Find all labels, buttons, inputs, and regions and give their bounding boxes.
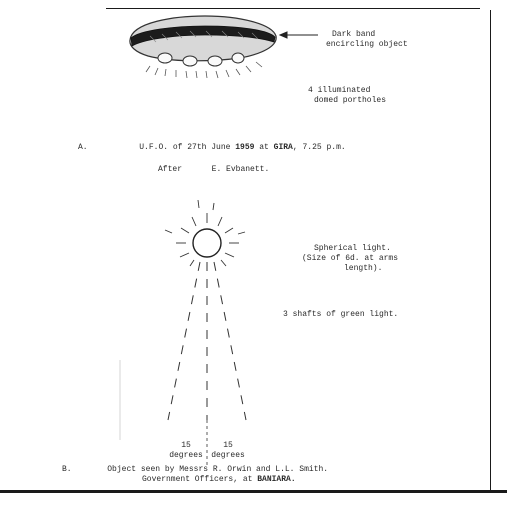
band-label-line2: encircling object	[326, 40, 408, 49]
angle-left-label	[166, 441, 206, 461]
caption-a	[78, 143, 346, 153]
angle-right-unit: degrees	[211, 451, 245, 460]
portholes-label-line1: 4 illuminated	[308, 86, 371, 95]
caption-b-letter: B.	[62, 465, 72, 474]
angle-left-value: 15	[181, 441, 191, 450]
shafts-label: 3 shafts of green light.	[283, 310, 399, 319]
sphere-light	[165, 200, 245, 266]
band-label-line1: Dark band	[332, 30, 376, 39]
after-label: After	[158, 165, 183, 174]
green-light-shafts	[168, 262, 246, 420]
angle-right-label	[208, 441, 248, 461]
sphere-label-line2: (Size of 6d. at arms	[302, 254, 399, 263]
portholes-label-line2: domed portholes	[314, 96, 387, 105]
caption-b-line2-prefix: Government Officers, at	[142, 475, 258, 484]
caption-b-place: BANIARA.	[257, 475, 296, 484]
saucer-object	[130, 16, 276, 78]
band-label	[326, 30, 408, 50]
caption-b	[62, 465, 328, 475]
caption-a-suffix: , 7.25 p.m.	[292, 143, 346, 152]
caption-a-after	[158, 165, 269, 175]
angle-left-unit: degrees	[169, 451, 203, 460]
caption-a-year: 1959	[235, 143, 255, 152]
angle-right-value: 15	[223, 441, 233, 450]
caption-a-prefix: U.F.O. of 27th June	[139, 143, 236, 152]
caption-a-mid: at	[254, 143, 274, 152]
caption-a-place: GIRA	[273, 143, 293, 152]
band-arrow	[280, 32, 318, 38]
caption-b-second	[142, 475, 296, 485]
caption-b-line1: Object seen by Messrs R. Orwin and L.L. Smith.	[107, 465, 329, 474]
after-name: E. Evbanett.	[211, 165, 270, 174]
sphere-label-line1: Spherical light.	[314, 244, 391, 253]
portholes-label	[308, 86, 386, 106]
sphere-label-line3: length).	[344, 264, 383, 273]
caption-a-letter: A.	[78, 143, 88, 152]
sphere-label	[302, 244, 398, 274]
